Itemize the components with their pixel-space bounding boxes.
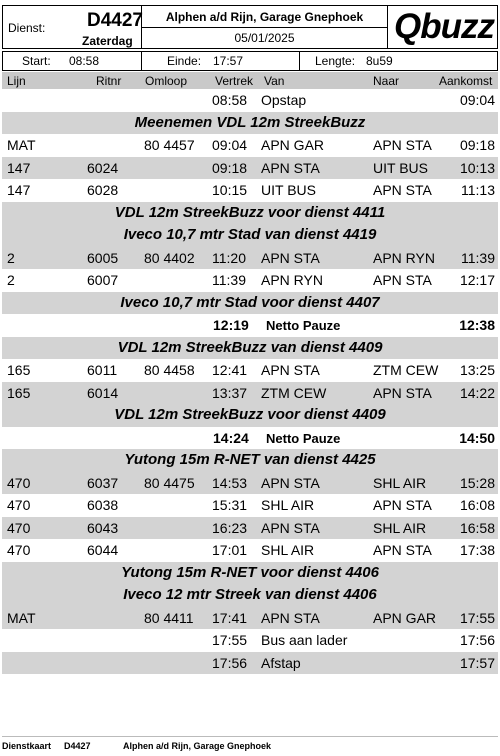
section-title: Iveco 10,7 mtr Stad voor dienst 4407 — [120, 293, 380, 311]
header-middle — [141, 6, 388, 48]
footer — [2, 740, 498, 754]
section-title: Yutong 15m R-NET van dienst 4425 — [124, 451, 376, 468]
ritnr-cell: 6028 — [87, 182, 119, 198]
section-title: VDL 12m StreekBuzz van dienst 4409 — [117, 338, 383, 356]
aankomst-cell: 09:18 — [459, 137, 495, 153]
trip-row — [2, 652, 498, 675]
ritnr-cell: 6011 — [87, 362, 118, 378]
naar-cell: APN GAR — [373, 609, 437, 626]
lijn-cell: 470 — [7, 542, 31, 558]
section-title: Iveco 12 mtr Streek van dienst 4406 — [123, 586, 377, 603]
lijn-cell: MAT — [7, 137, 36, 153]
ritnr-cell: 6044 — [87, 542, 119, 558]
naar-cell: SHL AIR — [373, 474, 427, 491]
van-cell: APN STA — [261, 249, 320, 266]
section-header-row — [2, 224, 498, 247]
aankomst-cell: 15:28 — [459, 474, 495, 491]
van-cell: ZTM CEW — [261, 384, 327, 401]
vertrek-cell: 17:41 — [212, 609, 248, 626]
column-header-row — [2, 72, 498, 89]
section-title: VDL 12m StreekBuzz voor dienst 4409 — [114, 406, 386, 423]
omloop-cell: 80 4458 — [144, 362, 195, 378]
pause-end: 12:38 — [459, 317, 495, 333]
aankomst-cell: 11:13 — [461, 182, 495, 198]
trip-row — [2, 517, 498, 540]
date-label: 05/01/2025 — [234, 31, 295, 45]
naar-cell: APN STA — [373, 384, 432, 401]
lijn-cell: 147 — [7, 159, 31, 176]
vertrek-cell: 16:23 — [212, 519, 248, 536]
footer-divider — [2, 736, 498, 737]
pause-end: 14:50 — [459, 429, 495, 446]
naar-cell: APN STA — [373, 137, 432, 153]
col-vertrek: Vertrek — [215, 74, 254, 88]
col-aankomst: Aankomst — [439, 74, 493, 88]
vertrek-cell: 12:41 — [212, 362, 248, 378]
section-title: Meenemen VDL 12m StreekBuzz — [134, 113, 366, 131]
aankomst-cell: 13:25 — [459, 362, 495, 378]
footer-location: Alphen a/d Rijn, Garage Gnephoek — [123, 741, 272, 751]
trip-row — [2, 134, 498, 157]
lijn-cell: 147 — [7, 182, 31, 198]
omloop-cell: 80 4411 — [144, 609, 194, 626]
lijn-cell: 165 — [7, 384, 31, 401]
trip-row — [2, 607, 498, 630]
aankomst-cell: 10:13 — [459, 159, 495, 176]
section-header-row — [2, 202, 498, 225]
vertrek-cell: 11:39 — [212, 272, 246, 288]
vertrek-cell: 08:58 — [212, 92, 248, 108]
section-header-row — [2, 404, 498, 427]
aankomst-cell: 16:58 — [459, 519, 495, 536]
omloop-cell: 80 4457 — [144, 137, 195, 153]
start-label: Start: — [22, 54, 51, 68]
header-box — [2, 5, 498, 49]
naar-cell: UIT BUS — [373, 159, 428, 176]
dienst-code: D4427 — [87, 10, 143, 31]
vertrek-cell: 14:53 — [212, 474, 248, 491]
naar-cell: APN STA — [373, 272, 432, 288]
vertrek-cell: 09:04 — [212, 137, 248, 153]
trip-row — [2, 539, 498, 562]
col-van: Van — [264, 74, 285, 88]
dienst-label: Dienst: — [8, 21, 46, 35]
col-naar: Naar — [373, 74, 400, 88]
pause-label: Netto Pauze — [266, 318, 341, 333]
qbuzz-logo: Qbuzz — [394, 7, 494, 46]
day-label: Zaterdag — [82, 34, 133, 48]
van-cell: SHL AIR — [261, 542, 315, 558]
omloop-cell: 80 4475 — [144, 474, 195, 491]
section-header-row — [2, 112, 498, 135]
pause-row — [2, 314, 498, 337]
van-cell: APN RYN — [261, 272, 323, 288]
einde-value: 17:57 — [213, 54, 244, 68]
lengte-label: Lengte: — [315, 54, 356, 68]
pause-start: 14:24 — [213, 429, 249, 446]
footer-label: Dienstkaart — [2, 741, 52, 751]
van-cell: APN STA — [261, 519, 320, 536]
vertrek-cell: 17:56 — [212, 654, 248, 671]
lijn-cell: 470 — [7, 497, 31, 513]
col-ritnr: Ritnr — [96, 74, 122, 88]
van-cell: Opstap — [261, 92, 307, 108]
section-title: Yutong 15m R-NET voor dienst 4406 — [121, 563, 379, 581]
lijn-cell: 470 — [7, 474, 31, 491]
pause-row — [2, 427, 498, 450]
naar-cell: ZTM CEW — [373, 362, 439, 378]
trip-row — [2, 179, 498, 202]
van-cell: APN STA — [261, 362, 320, 378]
trip-row — [2, 472, 498, 495]
trip-row — [2, 89, 498, 112]
ritnr-cell: 6043 — [87, 519, 119, 536]
times-bar — [2, 51, 498, 71]
ritnr-cell: 6005 — [87, 249, 119, 266]
ritnr-cell: 6014 — [87, 384, 119, 401]
trip-row — [2, 359, 498, 382]
aankomst-cell: 11:39 — [461, 249, 495, 266]
ritnr-cell: 6037 — [87, 474, 119, 491]
lijn-cell: MAT — [7, 609, 36, 626]
start-value: 08:58 — [69, 54, 100, 68]
location-title: Alphen a/d Rijn, Garage Gnephoek — [142, 6, 387, 28]
van-cell: SHL AIR — [261, 497, 315, 513]
aankomst-cell: 14:22 — [459, 384, 495, 401]
lengte-value: 8u59 — [366, 54, 393, 68]
naar-cell: APN STA — [373, 542, 432, 558]
section-title: Iveco 10,7 mtr Stad van dienst 4419 — [123, 226, 377, 243]
ritnr-cell: 6007 — [87, 272, 119, 288]
lijn-cell: 165 — [7, 362, 31, 378]
section-header-row — [2, 562, 498, 585]
section-header-row — [2, 292, 498, 315]
aankomst-cell: 17:57 — [459, 654, 495, 671]
section-header-row — [2, 449, 498, 472]
vertrek-cell: 11:20 — [212, 249, 246, 266]
pause-start: 12:19 — [213, 317, 249, 333]
naar-cell: SHL AIR — [373, 519, 427, 536]
trip-row — [2, 247, 498, 270]
naar-cell: APN STA — [373, 497, 432, 513]
aankomst-cell: 09:04 — [459, 92, 495, 108]
aankomst-cell: 17:56 — [459, 632, 495, 648]
vertrek-cell: 10:15 — [212, 182, 248, 198]
aankomst-cell: 12:17 — [459, 272, 495, 288]
naar-cell: APN STA — [373, 182, 432, 198]
ritnr-cell: 6038 — [87, 497, 119, 513]
vertrek-cell: 09:18 — [212, 159, 248, 176]
lijn-cell: 470 — [7, 519, 31, 536]
section-header-row — [2, 584, 498, 607]
vertrek-cell: 15:31 — [212, 497, 248, 513]
van-cell: APN STA — [261, 474, 320, 491]
trip-row — [2, 494, 498, 517]
schedule-table — [2, 89, 498, 674]
van-cell: UIT BUS — [261, 182, 316, 198]
omloop-cell: 80 4402 — [144, 249, 195, 266]
van-cell: APN STA — [261, 609, 320, 626]
trip-row — [2, 269, 498, 292]
naar-cell: APN RYN — [373, 249, 435, 266]
footer-code: D4427 — [64, 741, 91, 751]
van-cell: APN GAR — [261, 137, 325, 153]
section-header-row — [2, 337, 498, 360]
aankomst-cell: 16:08 — [459, 497, 495, 513]
trip-row — [2, 629, 498, 652]
van-cell: APN STA — [261, 159, 320, 176]
lijn-cell: 2 — [7, 249, 15, 266]
col-omloop: Omloop — [145, 74, 188, 88]
vertrek-cell: 17:55 — [212, 632, 248, 648]
trip-row — [2, 382, 498, 405]
van-cell: Afstap — [261, 654, 301, 671]
vertrek-cell: 13:37 — [212, 384, 248, 401]
einde-label: Einde: — [167, 54, 202, 68]
col-lijn: Lijn — [7, 74, 26, 88]
lijn-cell: 2 — [7, 272, 15, 288]
ritnr-cell: 6024 — [87, 159, 119, 176]
van-cell: Bus aan lader — [261, 632, 348, 648]
section-title: VDL 12m StreekBuzz voor dienst 4411 — [114, 203, 386, 221]
aankomst-cell: 17:38 — [459, 542, 495, 558]
aankomst-cell: 17:55 — [459, 609, 495, 626]
pause-label: Netto Pauze — [266, 430, 341, 446]
trip-row — [2, 157, 498, 180]
vertrek-cell: 17:01 — [212, 542, 248, 558]
